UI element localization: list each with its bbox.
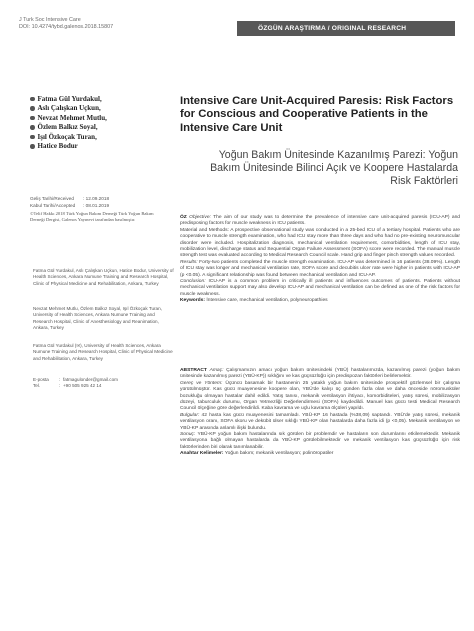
keywords-text: İntensive care, mechanical ventilation, polyneuropathies <box>206 298 328 304</box>
results-heading: Results: <box>180 259 198 265</box>
accepted-label: Kabul Tarihi/Accepted <box>30 202 76 208</box>
author-item: Nevzat Mehmet Mutlu, <box>30 113 107 123</box>
results-text: Forty-two patients completed the muscle strength examination. ICU-AP was determined in 16 patients (38.09%). Length of ICU stay was longer and mechanical ventilation rate, SOFA score and decubitis ulcer rate were higher in patients with ICU-AP (p <0.05). A significant relationship was found between mechanical ventilation and ICU-AP. <box>180 259 460 278</box>
bulgular-text: 42 hasta kas gücü muayenesini tamamladı. YBÜ-KP 16 hastada (%38,09) saptandı. YBÜ'de yatış süresi, mekanik ventilasyon oranı, SOFA skoru ve dekübit ülser sıklığı YBÜ-KP olan hastalarda daha fazla idi (p <0,05). Mekanik ventilasyon ve YBÜ-KP arasında anlamlı ilişki bulundu. <box>180 412 461 431</box>
sonuc-text: YBÜ-KP yoğun bakım hastalarında sık görülen bir problemdir ve hastaların son durumlarını etkilemektedir. Mekanik ventilasyona bağlı olmayan hastalarda da YBÜ-KP görülebilmektedir ve mekanik ventilasyon kas güçsüzlüğü için risk faktörlerinden biri olarak tanımlanabilir. <box>180 432 460 450</box>
received-label: Geliş Tarihi/Received <box>30 196 74 201</box>
methods-text: Material and Methods: A prospective observational study was conducted in a 25-bed ICU of a tertiary hospital. Patients who are cooperative to muscle strength examination, who had ICU stay more than three days and who had no pre-existing neuromuscular disorder were included. Hospitalization diagnosis, mechanical ventilation requirement, comorbidities, length of ICU stay, mobilization level, discharge status and Sequential Organ Failure Assessment (SOFA) score were recorded. The manual muscle strength test was evaluated according to Medical Research Council scale. Hand grip and finger pinch strength values recorded. <box>180 227 460 259</box>
doi: DOI: 10.4274/tybd.galenos.2018.15807 <box>19 24 114 30</box>
author-list <box>30 94 107 151</box>
sonuc-heading: Sonuç: <box>180 432 196 438</box>
article-title-en: Intensive Care Unit-Acquired Paresis: Risk Factors for Conscious and Cooperative Patients in the Intensive Care Unit <box>180 95 454 134</box>
orcid-icon[interactable] <box>30 106 35 111</box>
abstract-section <box>180 215 460 305</box>
objective-text: The aim of our study was to determine the prevalence of intensive care unit-acquired paresis (ICU-AP) and predisposing factors for muscle weakness in ICU patients. <box>180 215 461 227</box>
article-title-tr: Yoğun Bakım Ünitesinde Kazanılmış Parezi: Yoğun Bakım Ünitesinde Bilinci Açık ve Koopere Hastalarda Risk Faktörleri <box>210 149 458 188</box>
affiliation-2: Nevzat Mehmet Mutlu, Özlem Balkız Soyal, Işıl Özkoçak Turan, University of Health Sciences, Ankara Numune Training and Research Hospital, Clinic of Anesthesiology and Reanimation, Ankara, Turkey <box>33 306 162 331</box>
conclusion-text: ICU-AP is a common problem in critically ill patients and influences outcomes of patients. Patients without mechanical ventilation support may also develop ICU-AP and mechanical ventilation can be defined as one of the risk factors for muscle weakness. <box>180 279 461 297</box>
article-type-banner: ÖZGÜN ARAŞTIRMA / ORIGINAL RESEARCH <box>237 21 455 36</box>
bulgular-heading: Bulgular: <box>180 412 200 418</box>
received-date: : 12.09.2018 <box>83 196 110 201</box>
keywords-heading: Keywords: <box>180 298 206 304</box>
orcid-icon[interactable] <box>30 135 35 140</box>
affiliation-1: Fatma Gül Yurdakul, Aslı Çalışkan Uçkun, Hatice Bodur, University of Health Sciences, Ankara Numune Training and Research Hospital, Clinic of Physical Medicine and Rehabilitation, Ankara, Turkey <box>33 268 174 286</box>
contact-info: E-posta : fatmagulonder@gmail.com Tel. : +90 505 925 42 14 <box>33 377 118 389</box>
author-item: Fatma Gül Yurdakul, <box>30 94 107 104</box>
ozet-section <box>180 368 460 458</box>
copyright-note: ©Telif Hakkı 2018 Türk Yoğun Bakım Derneği Türk Yoğun Bakım Derneği Dergisi, Galenos Yayınevi tarafından basılmıştır. <box>30 211 154 223</box>
orcid-icon[interactable] <box>30 97 35 102</box>
abstract-label: ÖZ <box>180 215 187 220</box>
author-item: Işıl Özkoçak Turan, <box>30 132 107 142</box>
affiliation-corresponding: Fatma Gül Yurdakul (✉), University of Health Sciences, Ankara Numune Training and Research Hospital, Clinic of Physical Medicine and Rehabilitation, Ankara, Turkey <box>33 343 173 361</box>
objective-heading: Objective: <box>189 215 211 220</box>
phone-label: Tel. <box>33 383 41 389</box>
amac-text: Çalışmamızın amacı yoğun bakım ünitesindeki (YBÜ) hastalarımızda, kazanılmış parezi (yoğun bakım ünitesinde kazanılmış parezi (YBÜ-KP)) sıklığını ve kas güçsüzlüğü için predispozan faktörleri belirlemektir. <box>180 368 461 380</box>
conclusion-heading: Conclusion: <box>180 279 206 285</box>
accepted-date: : 08.01.2019 <box>83 202 110 208</box>
article-dates <box>30 196 109 209</box>
journal-info <box>19 17 113 31</box>
orcid-icon[interactable] <box>30 125 35 130</box>
author-item: Hatice Bodur <box>30 142 107 152</box>
gerec-text: Üçüncü basamak bir hastanenin 25 yataklı yoğun bakım ünitesinde prospektif gözlemsel bir çalışma yürütülmüştür. Kas gücü muayenesine koopere olan, YBÜ'de kalışı üç günden fazla olan ve daha önceside nöromusküler bozukluğu olmayan hastalar dahil edildi. Yatış tanısı, mekanik ventilasyon ihtiyacı, komorbiditeleri, yatış süresi, mobilizasyon düzeyi, taburculuk durumu, Organ Yetmezliği Değerlendirmesi (SOFA) kaydedildi. Manuel kas gücü testi Medical Research Council ölçeğine göre değerlendirildi. Kaba kavrama ve uçlu kavrama ölçüleri yapıldı. <box>180 380 460 412</box>
email-label: E-posta <box>33 377 49 382</box>
gerec-heading: Gereç ve Yöntem: <box>180 380 223 386</box>
author-item: Aslı Çalışkan Uçkun, <box>30 104 107 114</box>
anahtar-heading: Anahtar Kelimeler: <box>180 451 224 457</box>
orcid-icon[interactable] <box>30 116 35 121</box>
orcid-icon[interactable] <box>30 144 35 149</box>
anahtar-text: Yoğun bakım; mekanik ventilasyon; polinöropatiler <box>224 451 334 457</box>
journal-name: J Turk Soc Intensive Care <box>19 17 81 23</box>
author-item: Özlem Balkız Soyal, <box>30 123 107 133</box>
email-link[interactable]: fatmagulonder@gmail.com <box>63 377 118 382</box>
ozet-label: ABSTRACT <box>180 368 207 373</box>
phone-number: +90 505 925 42 14 <box>63 383 102 389</box>
amac-heading: Amaç: <box>209 368 224 373</box>
